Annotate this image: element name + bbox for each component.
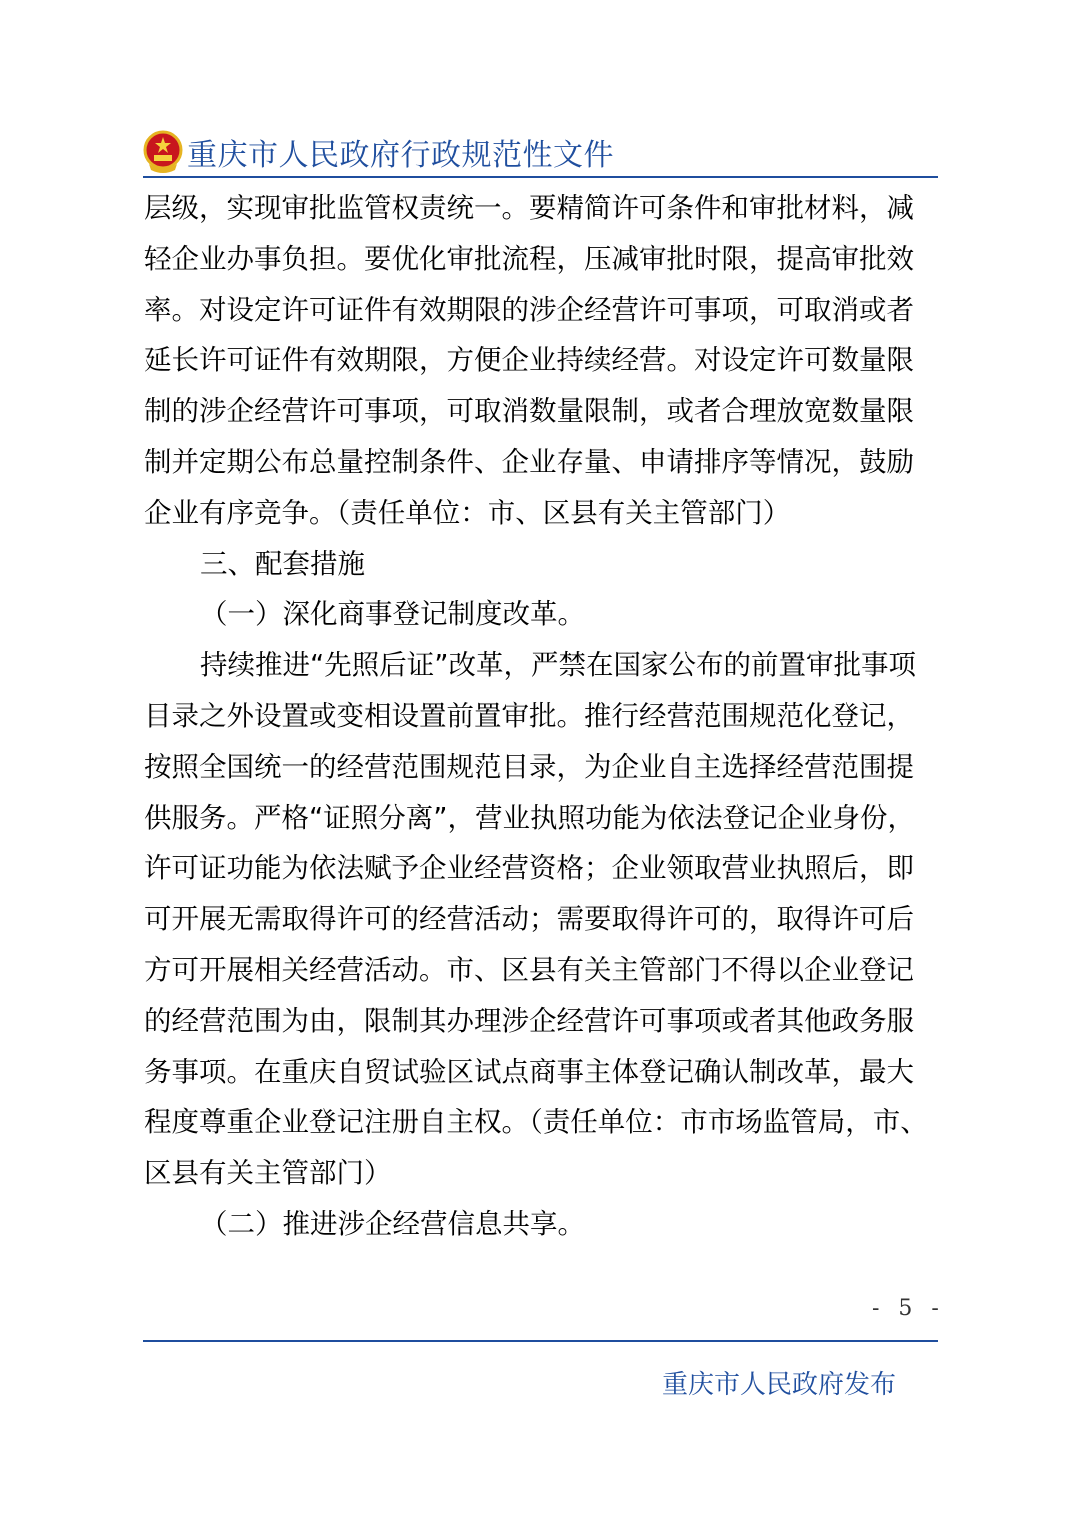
body-line: 可开展无需取得许可的经营活动；需要取得许可的，取得许可后 — [144, 903, 914, 936]
body-line: 制并定期公布总量控制条件、企业存量、申请排序等情况，鼓励 — [144, 445, 914, 478]
body-line: 层级，实现审批监管权责统一。要精简许可条件和审批材料，减 — [144, 192, 914, 224]
body-line: 率。对设定许可证件有效期限的涉企经营许可事项，可取消或者 — [144, 293, 914, 326]
subsection-heading: （二）推进涉企经营信息共享。 — [200, 1207, 585, 1240]
section-heading: 三、配套措施 — [200, 547, 365, 580]
body-line: 按照全国统一的经营范围规范目录，为企业自主选择经营范围提 — [144, 750, 914, 783]
body-line: 持续推进“先照后证”改革，严禁在国家公布的前置审批事项 — [200, 649, 916, 682]
body-line: 许可证功能为依法赋予企业经营资格；企业领取营业执照后，即 — [144, 852, 914, 885]
document-body — [144, 183, 944, 1250]
document-header — [143, 126, 614, 178]
subsection-heading: （一）深化商事登记制度改革。 — [200, 598, 585, 631]
footer-publisher: 重庆市人民政府发布 — [662, 1370, 897, 1400]
header-title: 重庆市人民政府行政规范性文件 — [187, 138, 614, 173]
national-emblem-icon — [143, 130, 183, 174]
body-line: 程度尊重企业登记注册自主权。（责任单位：市市场监管局，市、 — [144, 1106, 928, 1139]
body-line: 目录之外设置或变相设置前置审批。推行经营范围规范化登记， — [144, 699, 914, 732]
page-number: - 5 - — [872, 1296, 945, 1321]
header-divider — [143, 176, 938, 178]
body-line: 的经营范围为由，限制其办理涉企经营许可事项或者其他政务服 — [144, 1004, 914, 1037]
footer-divider — [143, 1340, 938, 1342]
body-line: 方可开展相关经营活动。市、区县有关主管部门不得以企业登记 — [144, 953, 914, 986]
body-line: 区县有关主管部门） — [144, 1157, 392, 1190]
body-line: 务事项。在重庆自贸试验区试点商事主体登记确认制改革，最大 — [144, 1055, 914, 1088]
body-line: 轻企业办事负担。要优化审批流程，压减审批时限，提高审批效 — [144, 242, 914, 275]
body-line: 制的涉企经营许可事项，可取消数量限制，或者合理放宽数量限 — [144, 395, 914, 428]
body-line: 企业有序竞争。（责任单位：市、区县有关主管部门） — [144, 496, 791, 529]
body-line: 延长许可证件有效期限，方便企业持续经营。对设定许可数量限 — [144, 344, 914, 377]
body-line: 供服务。严格“证照分离”，营业执照功能为依法登记企业身份， — [144, 801, 915, 834]
